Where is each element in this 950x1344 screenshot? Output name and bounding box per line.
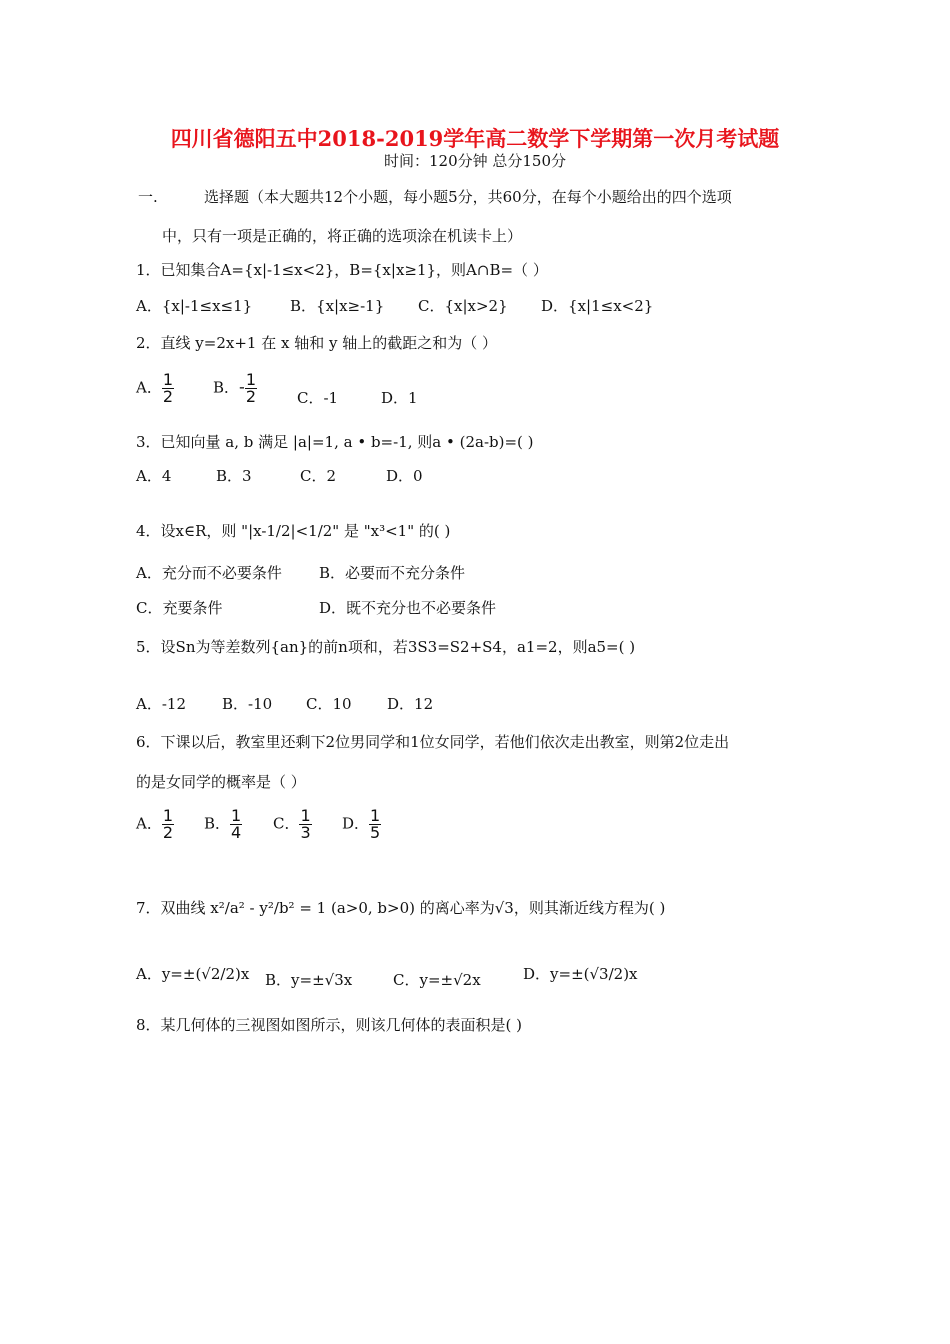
q4-stem: 4．设x∈R，则 "|x-1/2|<1/2" 是 "x³<1" 的( ) [136,522,451,540]
q8-stem: 8．某几何体的三视图如图所示，则该几何体的表面积是( ) [136,1016,523,1034]
q2-option-a-label: A． [136,378,162,397]
q2-option-b [213,372,257,405]
q4-option-b: B．必要而不充分条件 [319,564,466,582]
q2-option-d: D．1 [381,389,418,407]
q6-option-a-fraction [162,808,174,841]
q2-option-b-fraction [245,372,257,405]
q6-option-c-fraction [299,808,311,841]
exam-info: 时间：120分钟 总分150分 [383,152,567,170]
section-instruction-line1: 选择题（本大题共12个小题，每小题5分，共60分，在每个小题给出的四个选项 [204,188,732,206]
q6-option-a-numerator: 1 [162,806,174,825]
q2-option-a-fraction [162,372,174,405]
q6-option-d-denominator: 5 [370,823,381,842]
q1-option-b: B．{x|x≥-1} [290,297,385,315]
q3-option-b: B．3 [216,467,252,485]
q5-option-a: A．-12 [136,695,186,713]
section-number: 一. [138,188,158,206]
q6-option-d [342,808,381,841]
q1-option-d: D．{x|1≤x<2} [541,297,654,315]
q5-option-b: B．-10 [222,695,273,713]
q6-option-b [204,808,242,841]
q6-option-c-label: C． [273,814,300,833]
q6-option-a-denominator: 2 [162,823,174,842]
q5-stem: 5．设Sn为等差数列{an}的前n项和，若3S3=S2+S4，a1=2，则a5=( ) [136,638,636,656]
q6-stem-line2: 的是女同学的概率是（ ） [136,773,306,791]
q4-option-c: C．充要条件 [136,599,223,617]
q7-option-b: B．y=±√3x [265,971,353,989]
q7-option-c: C．y=±√2x [393,971,481,989]
q6-stem-line1: 6．下课以后，教室里还剩下2位男同学和1位女同学，若他们依次走出教室，则第2位走出 [136,733,730,751]
q2-option-a-denominator: 2 [162,387,174,406]
q1-option-c: C．{x|x>2} [418,297,508,315]
section-instruction-line2: 中，只有一项是正确的，将正确的选项涂在机读卡上） [162,227,523,245]
q2-option-c: C．-1 [297,389,339,407]
q1-stem: 1．已知集合A={x|-1≤x<2}，B={x|x≥1}，则A∩B=（ ） [136,261,548,279]
q2-option-a [136,372,174,405]
q5-option-c: C．10 [306,695,352,713]
q2-stem: 2．直线 y=2x+1 在 x 轴和 y 轴上的截距之和为（ ） [136,334,498,352]
q2-option-b-numerator: 1 [245,370,256,389]
q6-option-b-numerator: 1 [231,806,242,825]
q4-option-a: A．充分而不必要条件 [136,564,282,582]
q7-option-d: D．y=±(√3/2)x [523,965,638,983]
q1-option-a: A．{x|-1≤x≤1} [136,297,253,315]
q6-option-b-fraction [230,808,242,841]
q3-stem: 3．已知向量 a, b 满足 |a|=1, a • b=-1, 则a • (2a-b)=( ) [136,433,534,451]
q2-option-a-numerator: 1 [162,370,174,389]
q3-option-c: C．2 [300,467,337,485]
q6-option-d-fraction [369,808,381,841]
q6-option-a [136,808,174,841]
q3-option-d: D．0 [386,467,423,485]
q2-option-b-label: B． [213,378,240,397]
q2-option-b-denominator: 2 [245,387,256,406]
q4-option-d: D．既不充分也不必要条件 [319,599,497,617]
q7-option-a: A．y=±(√2/2)x [136,965,250,983]
q6-option-d-numerator: 1 [370,806,381,825]
q5-option-d: D．12 [387,695,434,713]
q6-option-d-label: D． [342,814,370,833]
q3-option-a: A．4 [136,467,172,485]
q6-option-c [273,808,312,841]
q6-option-c-numerator: 1 [300,806,311,825]
q6-option-b-denominator: 4 [231,823,242,842]
page-title: 四川省德阳五中2018-2019学年高二数学下学期第一次月考试题 [170,126,780,151]
q2-option-b-sign: - [239,377,245,397]
q6-option-b-label: B． [204,814,231,833]
q6-option-a-label: A． [136,814,162,833]
q6-option-c-denominator: 3 [300,823,311,842]
q7-stem: 7．双曲线 x²/a² - y²/b² = 1 (a>0, b>0) 的离心率为√3，则其渐近线方程为( ) [136,899,666,917]
